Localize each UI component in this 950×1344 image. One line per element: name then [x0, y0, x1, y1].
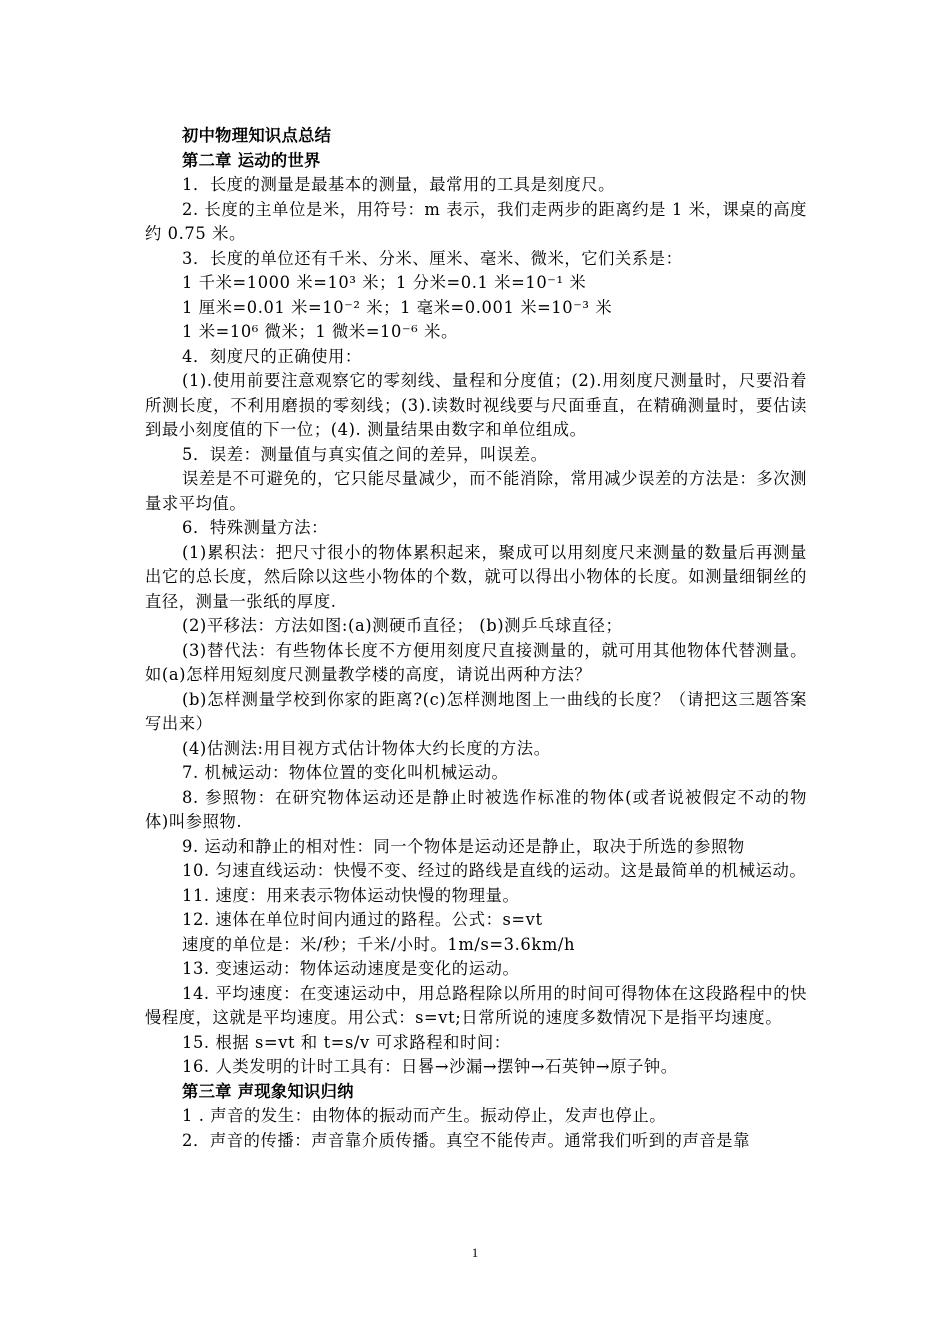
paragraph: 1 千米=1000 米=10³ 米；1 分米=0.1 米=10⁻¹ 米	[182, 273, 587, 292]
paragraph: 5．误差：测量值与真实值之间的差异，叫误差。	[182, 444, 548, 464]
paragraph: 1．长度的测量是最基本的测量，最常用的工具是刻度尺。	[182, 175, 615, 194]
paragraph: 3．长度的单位还有千米、分米、厘米、毫米、微米，它们关系是：	[182, 248, 683, 268]
page-number: 1	[471, 1245, 479, 1260]
section-heading: 第三章 声现象知识归纳	[182, 1081, 354, 1101]
paragraph: 4．刻度尺的正确使用：	[182, 346, 362, 366]
paragraph: 6．特殊测量方法：	[182, 518, 329, 537]
paragraph: 12. 速体在单位时间内通过的路程。公式：s=vt	[182, 910, 543, 929]
paragraph: 9. 运动和静止的相对性：同一个物体是运动还是静止，取决于所选的参照物	[182, 836, 745, 856]
paragraph: 1 米=10⁶ 微米；1 微米=10⁻⁶ 米。	[182, 322, 458, 341]
paragraph: 速度的单位是：米/秒；千米/小时。1m/s=3.6km/h	[182, 934, 576, 954]
paragraph: 14. 平均速度：在变速运动中，用总路程除以所用的时间可得物体在这段路程中的快慢程度，这就是平均速度。用公式：s=vt;日常所说的速度多数情况下是指平均速度。	[145, 983, 807, 1027]
paragraph: (1)累积法：把尺寸很小的物体累积起来，聚成可以用刻度尺来测量的数量后再测量出它的总长度，然后除以这些小物体的个数，就可以得出小物体的长度。如测量细铜丝的直径，测量一张纸的厚度.	[145, 542, 807, 611]
paragraph: 2. 长度的主单位是米，用符号：m 表示，我们走两步的距离约是 1 米，课桌的高度约 0.75 米。	[145, 199, 807, 243]
paragraph: 10. 匀速直线运动：快慢不变、经过的路线是直线的运动。这是最简单的机械运动。	[182, 861, 807, 880]
paragraph: (4)估测法:用目视方式估计物体大约长度的方法。	[182, 738, 551, 758]
paragraph: (2)平移法：方法如图:(a)测硬币直径； (b)测乒乓球直径；	[182, 616, 623, 635]
paragraph: 11. 速度：用来表示物体运动快慢的物理量。	[182, 885, 520, 905]
section-heading: 第二章 运动的世界	[182, 150, 321, 170]
paragraph: 1 . 声音的发生：由物体的振动而产生。振动停止，发声也停止。	[182, 1106, 667, 1125]
paragraph: 2．声音的传播：声音靠介质传播。真空不能传声。通常我们听到的声音是靠	[182, 1130, 751, 1150]
paragraph: 7. 机械运动：物体位置的变化叫机械运动。	[182, 763, 509, 782]
paragraph: 13. 变速运动：物体运动速度是变化的运动。	[182, 959, 520, 978]
paragraph: (3)替代法：有些物体长度不方便用刻度尺直接测量的，就可用其他物体代替测量。如(a)怎样用短刻度尺测量教学楼的高度，请说出两种方法？	[145, 640, 807, 684]
paragraph: 15. 根据 s=vt 和 t=s/v 可求路程和时间：	[182, 1032, 511, 1052]
paragraph: (1).使用前要注意观察它的零刻线、量程和分度值；(2).用刻度尺测量时，尺要沿着所测长度，不利用磨损的零刻线；(3).读数时视线要与尺面垂直，在精确测量时，要估读到最小刻度值的下一位；(4). 测量结果由数字和单位组成。	[145, 371, 807, 439]
paragraph: 8. 参照物：在研究物体运动还是静止时被选作标准的物体(或者说被假定不动的物体)叫参照物.	[145, 787, 807, 831]
document-body	[145, 124, 807, 1153]
document-title: 初中物理知识点总结	[182, 126, 332, 145]
paragraph: 误差是不可避免的，它只能尽量减少，而不能消除，常用减少误差的方法是：多次测量求平均值。	[145, 469, 807, 513]
paragraph: 1 厘米=0.01 米=10⁻² 米；1 毫米=0.001 米=10⁻³ 米	[182, 297, 613, 317]
paragraph: 16. 人类发明的计时工具有：日晷→沙漏→摆钟→石英钟→原子钟。	[182, 1057, 678, 1076]
paragraph: (b)怎样测量学校到你家的距离?(c)怎样测地图上一曲线的长度？（请把这三题答案写出来）	[145, 689, 807, 733]
